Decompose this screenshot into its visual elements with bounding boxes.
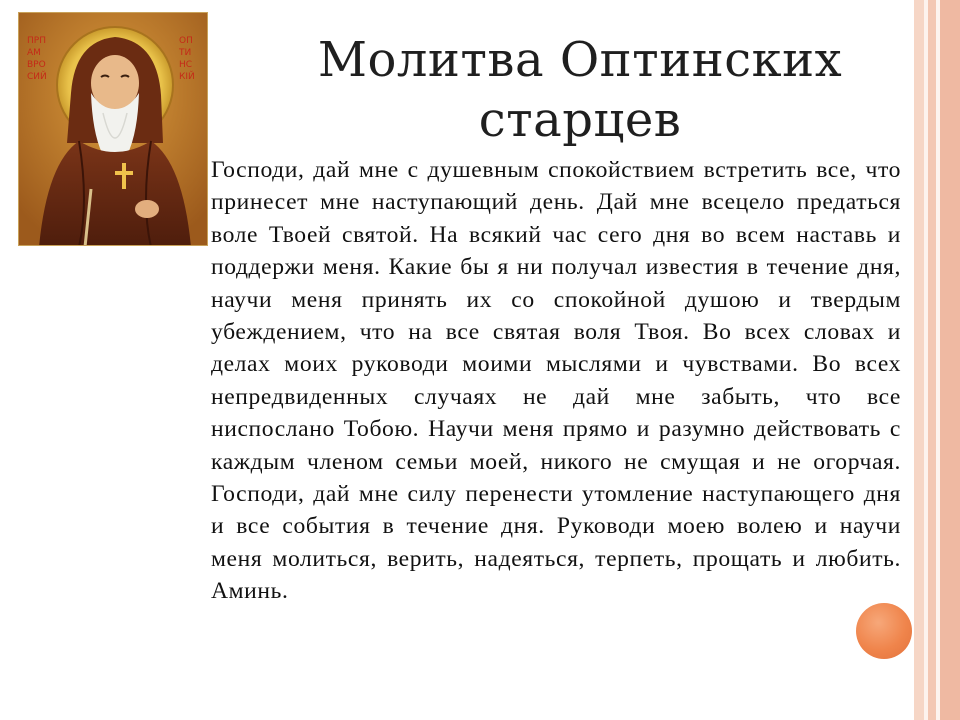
icon-inscription-left-2: АМ [27,48,41,58]
slide-title [250,30,910,150]
prayer-text: Господи, дай мне с душевным спокойствием встретить все, что принесет мне наступающий день. Дай мне всецело предаться воле Твоей святой. На всякий час сего дня во всем наставь и поддержи меня. Какие бы я ни получал известия в течение дня, научи меня принять их со спокойной душою и твердым убеждением, что на все святая воля Твоя. Во всех словах и делах моих руководи моими мыслями и чувствами. Во всех непредвиденных случаях не дай мне забыть, что все ниспослано Тобою. Научи меня прямо и разумно действовать с каждым членом семьи моей, никого не смущая и не огорчая. Господи, дай мне силу перенести утомление наступающего дня и все события в течение дня. Руководи моею волею и научи меня молиться, верить, надеяться, терпеть, прощать и любить. Аминь. [211,157,901,605]
slide-title-line-2: старцев [478,92,682,148]
slide-title-line-1: Молитва Оптинских [317,32,843,88]
icon-inscription-left-3: ВРО [27,60,46,70]
saint-icon [19,13,208,246]
icon-inscription-right-1: ОП [179,36,193,46]
orange-circle-decoration [856,603,912,659]
icon-inscription-left-4: СИЙ [27,72,47,82]
icon-inscription-right-3: НС [179,60,193,70]
icon-inscription-left-1: ПРП [27,36,46,46]
icon-inscription-right-4: КІЙ [179,72,195,82]
saint-icon-image [18,12,208,246]
right-decorative-stripes [914,0,960,720]
icon-inscription-right-2: ТИ [179,48,192,58]
